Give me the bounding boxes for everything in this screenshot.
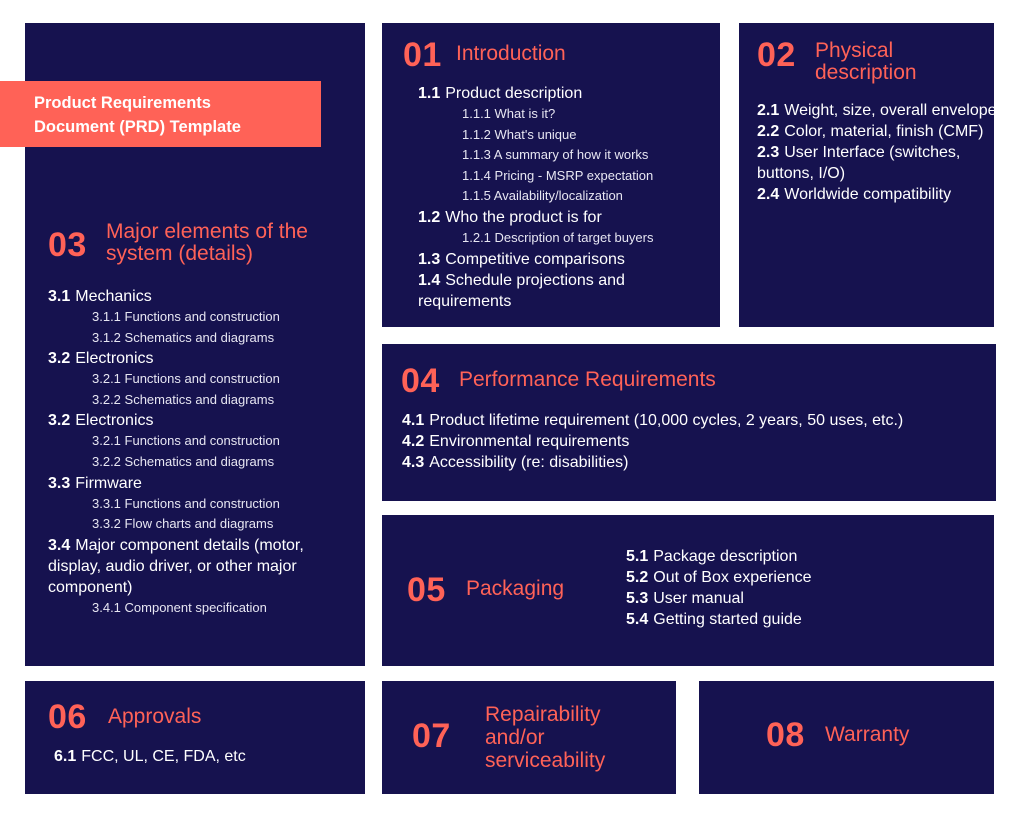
section-02-title [815,40,917,84]
outline-item [626,567,966,588]
outline-subitem: 3.4.1 Component specification [92,599,267,615]
section-04-box [382,344,996,501]
section-03-number: 03 [48,226,87,264]
outline-item [402,452,982,473]
outline-item-text: Package description [653,548,798,565]
outline-item-number: 1.2 [418,208,441,226]
outline-item-text: Competitive comparisons [445,250,625,268]
outline-item-text: Who the product is for [445,208,602,226]
outline-item-text: Schedule projections and requirements [418,271,625,310]
section-08-title: Warranty [825,723,910,746]
outline-item [626,609,966,630]
outline-item-text: Electronics [75,412,154,430]
outline-item [418,249,708,270]
outline-subitem: 3.3.2 Flow charts and diagrams [92,516,274,532]
outline-item [757,142,985,184]
outline-item-text: FCC, UL, CE, FDA, etc [81,748,246,765]
section-07-title [485,703,605,772]
outline-subitem: 1.1.5 Availability/localization [462,188,623,204]
section-03-title-line2: system (details) [106,242,254,265]
outline-item-text: Accessibility (re: disabilities) [429,454,629,471]
section-07-title-line2: and/or [485,726,545,749]
outline-item [48,410,348,431]
outline-item-text: Environmental requirements [429,433,630,450]
outline-item-number: 3.1 [48,288,71,305]
outline-item-number: 4.2 [402,433,425,450]
outline-subitem: 1.1.4 Pricing - MSRP expectation [462,167,654,183]
outline-subitem: 3.2.2 Schematics and diagrams [92,391,275,407]
outline-item-text: Getting started guide [653,611,802,628]
outline-item [48,286,348,307]
section-02-box [739,23,997,327]
outline-item-number: 2.2 [757,123,780,140]
outline-item-text: Product description [445,85,583,102]
section-08-number: 08 [766,716,805,754]
outline-item-number: 1.1 [418,85,441,102]
section-02-title-line2: description [815,61,917,84]
outline-item [626,546,966,567]
outline-item [418,207,708,228]
outline-item [418,270,708,312]
outline-item-number: 6.1 [54,748,77,765]
outline-item-number: 3.4 [48,536,71,554]
outline-item-number: 2.4 [757,186,780,203]
document-title-banner [0,81,321,147]
outline-item-text: Worldwide compatibility [784,186,952,203]
outline-subitem: 3.1.2 Schematics and diagrams [92,329,275,345]
section-03-title-line1: Major elements of the [106,220,308,243]
outline-item-number: 5.2 [626,569,649,586]
outline-subitem: 1.1.1 What is it? [462,106,556,121]
banner-line2: Document (PRD) Template [34,118,241,136]
outline-item-text: Product lifetime requirement (10,000 cycles, 2 years, 50 uses, etc.) [429,412,904,429]
section-05-number: 05 [407,571,446,609]
outline-item [402,431,982,452]
section-04-list [402,410,982,473]
section-07-title-line3: serviceability [485,749,606,772]
outline-item [757,184,985,205]
section-04-title: Performance Requirements [459,368,716,391]
outline-item-number: 1.4 [418,271,441,289]
outline-item-text: Mechanics [75,288,152,305]
outline-item [757,100,997,121]
outline-item [48,535,348,598]
outline-subitem: 3.2.1 Functions and construction [92,433,280,449]
banner-line1: Product Requirements [34,94,211,112]
section-02-list [757,100,997,205]
outline-item-number: 2.3 [757,144,780,161]
outline-item [48,348,348,369]
section-08-box [699,681,994,794]
outline-item-text: Major component details (motor, display, audio driver, or other major component) [48,536,304,596]
section-04-number: 04 [401,362,440,400]
section-03-title [106,221,308,265]
outline-subitem: 3.2.2 Schematics and diagrams [92,453,275,469]
section-07-number: 07 [412,717,451,755]
outline-subitem: 3.3.1 Functions and construction [92,495,280,511]
outline-subitem: 1.1.3 A summary of how it works [462,147,649,163]
outline-item-number: 5.4 [626,611,649,628]
section-05-list [626,546,966,630]
section-06-title: Approvals [108,705,202,728]
outline-item-number: 5.1 [626,548,649,565]
section-03-list [48,286,348,618]
outline-item-number: 3.2 [48,412,71,430]
section-02-title-line1: Physical [815,39,894,62]
outline-item [402,410,982,431]
outline-item-number: 5.3 [626,590,649,607]
outline-item-text: Color, material, finish (CMF) [784,123,984,140]
section-01-number: 01 [403,36,442,74]
section-02-number: 02 [757,36,796,74]
outline-subitem: 3.2.1 Functions and construction [92,371,280,387]
section-07-title-line1: Repairability [485,703,601,726]
outline-item-number: 4.1 [402,412,425,429]
section-01-list [418,83,708,312]
outline-subitem: 1.1.2 What's unique [462,126,577,142]
outline-item-text: Electronics [75,350,154,368]
outline-item-text: User Interface (switches, buttons, I/O) [757,144,961,182]
outline-item-number: 2.1 [757,102,780,119]
outline-item-number: 3.3 [48,474,71,492]
section-05-box [382,515,994,666]
section-06-box [25,681,365,794]
section-01-title: Introduction [456,42,566,65]
outline-item [48,473,348,494]
outline-subitem: 1.2.1 Description of target buyers [462,229,654,245]
outline-subitem: 3.1.1 Functions and construction [92,309,280,324]
outline-item-text: Firmware [75,474,142,492]
outline-item-text: User manual [653,590,744,607]
outline-item-text: Out of Box experience [653,569,812,586]
outline-item-text: Weight, size, overall envelope [784,102,997,119]
section-06-number: 06 [48,698,87,736]
section-05-title: Packaging [466,577,565,600]
outline-item [54,746,354,767]
section-06-list [54,746,354,767]
outline-item-number: 1.3 [418,250,441,268]
outline-item [626,588,966,609]
outline-item [418,83,708,104]
section-01-box [382,23,720,327]
section-07-box [382,681,676,794]
outline-item-number: 4.3 [402,454,425,471]
outline-item-number: 3.2 [48,350,71,368]
outline-item [757,121,985,142]
